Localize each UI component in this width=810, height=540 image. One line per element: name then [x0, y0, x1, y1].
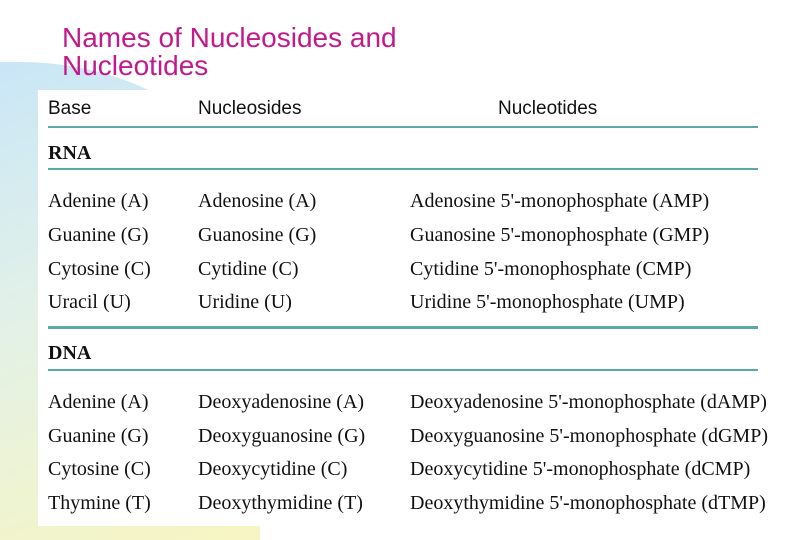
slide-title-line-2: Nucleotides	[62, 50, 209, 81]
nucleotide-cell: Deoxyadenosine 5'-monophosphate (dAMP)	[410, 391, 767, 413]
table-row	[48, 224, 758, 254]
table-row	[48, 458, 758, 488]
section-divider	[48, 326, 758, 329]
table-header-row	[48, 98, 758, 128]
table-row	[48, 425, 768, 455]
table-row	[48, 190, 758, 220]
dna-section-divider	[48, 369, 758, 371]
header-divider	[48, 126, 758, 128]
header-nucleotides: Nucleotides	[498, 98, 598, 119]
nucleoside-cell: Guanosine (G)	[198, 224, 317, 246]
nucleoside-cell: Deoxyadenosine (A)	[198, 391, 365, 413]
nucleoside-cell: Uridine (U)	[198, 291, 292, 313]
base-cell: Adenine (A)	[48, 190, 149, 212]
base-cell: Uracil (U)	[48, 291, 131, 313]
nucleoside-cell: Deoxythymidine (T)	[198, 492, 363, 514]
dna-section-row	[48, 342, 758, 372]
rna-section-label: RNA	[48, 142, 92, 164]
table-row	[48, 258, 758, 288]
nucleotide-cell: Cytidine 5'-monophosphate (CMP)	[410, 258, 692, 280]
base-cell: Thymine (T)	[48, 492, 151, 514]
table-row	[48, 391, 767, 421]
base-cell: Guanine (G)	[48, 224, 149, 246]
nucleoside-cell: Cytidine (C)	[198, 258, 299, 280]
slide-title-line-1: Names of Nucleosides and	[62, 22, 397, 53]
nucleoside-cell: Deoxyguanosine (G)	[198, 425, 366, 447]
base-cell: Cytosine (C)	[48, 458, 151, 480]
nucleotide-cell: Uridine 5'-monophosphate (UMP)	[410, 291, 685, 313]
base-cell: Guanine (G)	[48, 425, 149, 447]
nucleoside-table	[38, 90, 768, 526]
nucleoside-cell: Deoxycytidine (C)	[198, 458, 348, 480]
nucleotide-cell: Deoxycytidine 5'-monophosphate (dCMP)	[410, 458, 751, 480]
nucleoside-cell: Adenosine (A)	[198, 190, 317, 212]
base-cell: Cytosine (C)	[48, 258, 151, 280]
nucleotide-cell: Deoxythymidine 5'-monophosphate (dTMP)	[410, 492, 766, 514]
table-row	[48, 291, 758, 321]
nucleotide-cell: Deoxyguanosine 5'-monophosphate (dGMP)	[410, 425, 768, 447]
slide-title	[62, 24, 397, 80]
dna-section-label: DNA	[48, 342, 92, 364]
header-nucleosides: Nucleosides	[198, 98, 302, 119]
header-base: Base	[48, 98, 92, 119]
nucleotide-cell: Guanosine 5'-monophosphate (GMP)	[410, 224, 710, 246]
rna-section-divider	[48, 168, 758, 170]
nucleotide-cell: Adenosine 5'-monophosphate (AMP)	[410, 190, 710, 212]
table-row	[48, 492, 766, 522]
base-cell: Adenine (A)	[48, 391, 149, 413]
